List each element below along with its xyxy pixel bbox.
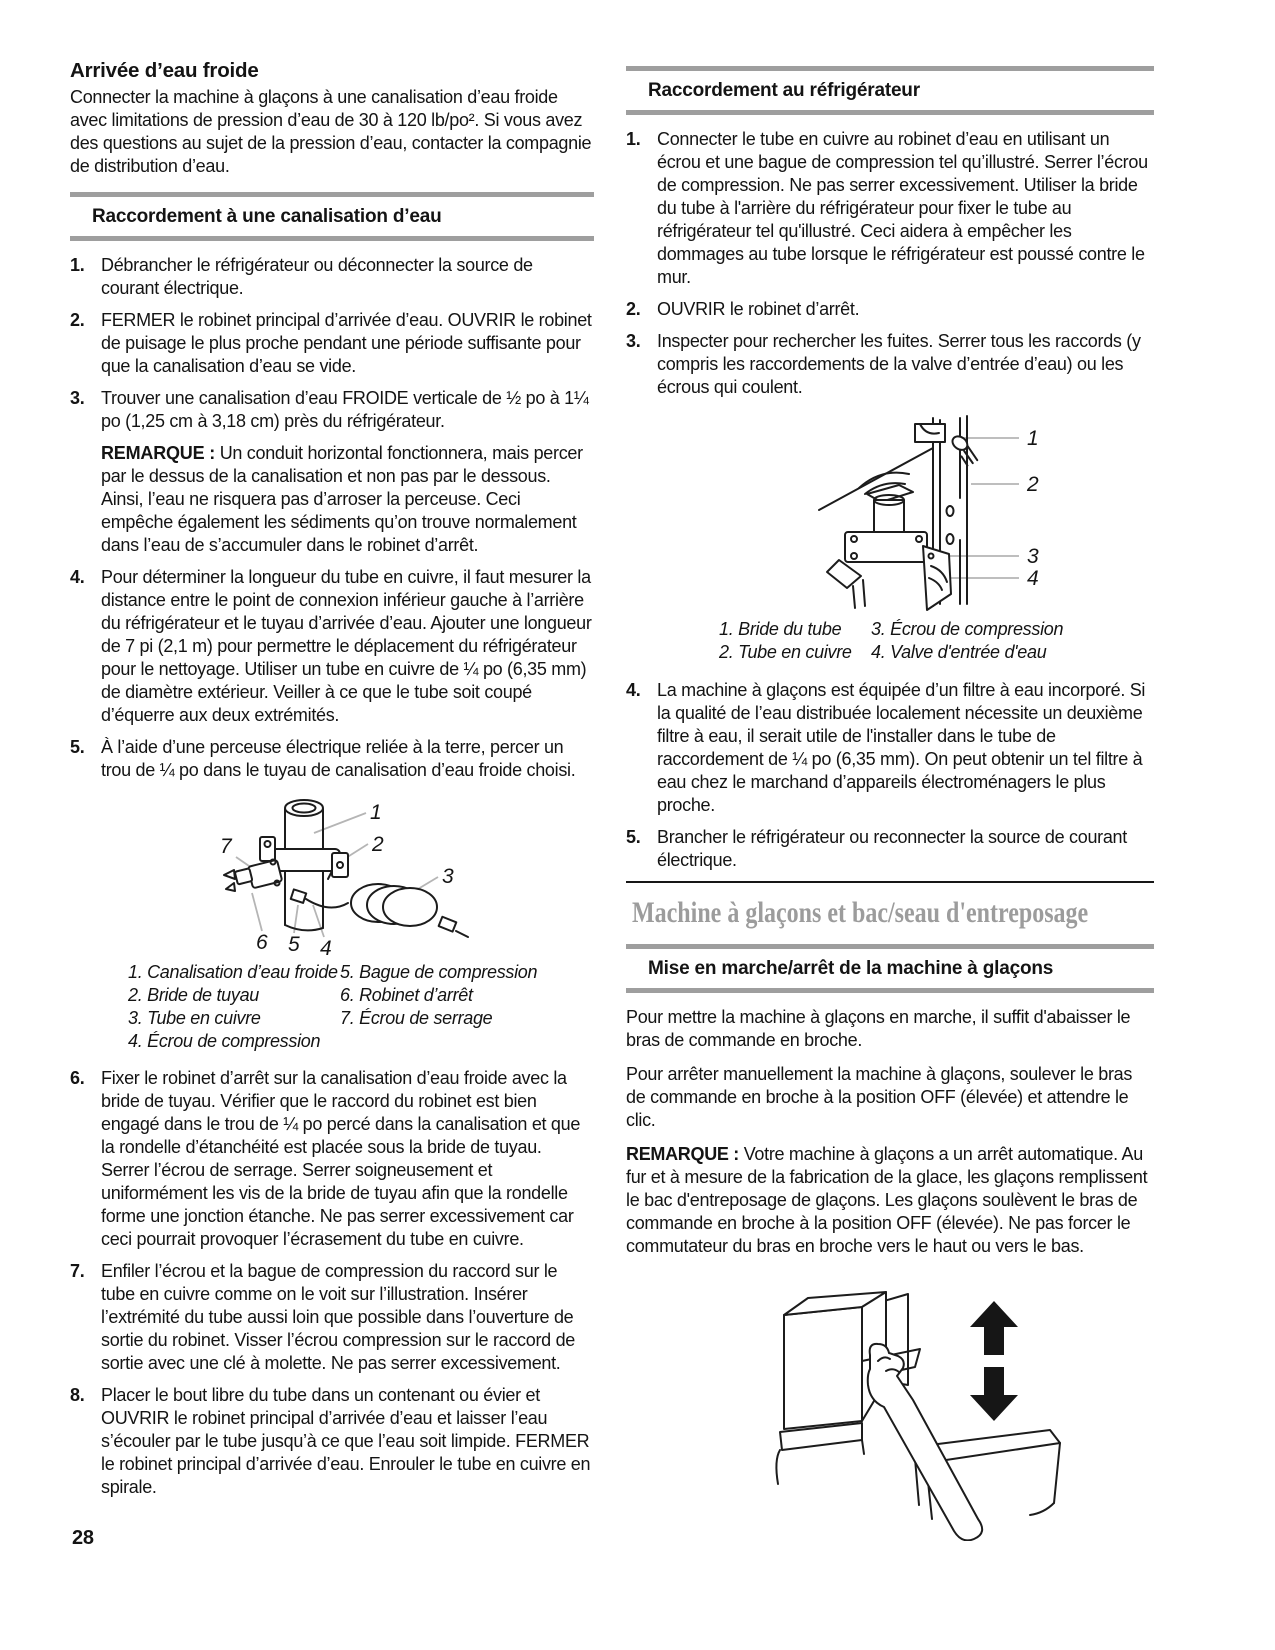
step-paragraph: Trouver une canalisation d’eau FROIDE verticale de ½ po à 1¼ po (1,25 cm à 3,18 cm) près du réfrigérateur. xyxy=(101,388,589,431)
water-line-illustration xyxy=(210,791,540,959)
caption-line: 4. Écrou de compression xyxy=(128,1031,321,1051)
step-paragraph: Pour déterminer la longueur du tube en cuivre, il faut mesurer la distance entre le point de connexion inférieur gauche à l’arrière du réfrigérateur et le tuyau d’arrivée d’eau. Ajouter une longueur de 7 pi (2,1 m) pour permettre le déplacement du réfrigérateur pour le nettoyage. Utiliser un tube en cuivre de ¼ po (6,35 mm) de diamètre extérieur. Veiller à ce que le tube soit coupé d’équerre aux deux extrémités. xyxy=(101,567,592,725)
copper-tube-coil xyxy=(306,884,468,937)
step-item xyxy=(70,309,594,378)
note-label: REMARQUE : xyxy=(101,443,215,463)
caption-column xyxy=(719,618,871,664)
figure-callout: 3 xyxy=(1027,545,1039,568)
figure-callout: 1 xyxy=(370,801,382,824)
step-paragraph: Fixer le robinet d’arrêt sur la canalisation d’eau froide avec la bride de tuyau. Vérifier que le raccord du robinet est bien engagé dans le trou de ¼ po percé dans la canalisation et que la rondelle d’étanchéité est placée sous la bride de tuyau. Serrer l’écrou de serrage. Serrer soigneusement et uniformément les vis de la bride de tuyau afin que la rondelle forme une jonction étanche. Ne pas serrer excessivement car ceci pourrait provoquer l’écrasement du tube en cuivre. xyxy=(101,1068,581,1249)
page-number: 28 xyxy=(72,1527,94,1549)
left-column xyxy=(70,58,594,1508)
subsection-header-ice-maker-onoff xyxy=(626,944,1154,993)
section-divider xyxy=(626,881,1154,883)
subsection-header-label: Raccordement à une canalisation d’eau xyxy=(92,206,442,227)
step-paragraph: OUVRIR le robinet d’arrêt. xyxy=(657,299,860,319)
figure-callouts xyxy=(1026,427,1039,590)
step-paragraph: Inspecter pour rechercher les fuites. Serrer tous les raccords (y compris les raccordements de la valve d’entrée d’eau) ou les écrous qui coulent. xyxy=(657,331,1141,397)
figure-callout: 7 xyxy=(220,835,232,858)
body-paragraph: Pour mettre la machine à glaçons en marche, il suffit d'abaisser le bras de commande en broche. xyxy=(626,1007,1131,1050)
body-paragraph: Pour arrêter manuellement la machine à glaçons, soulever le bras de commande en broche à la position OFF (élevée) et attendre le clic. xyxy=(626,1064,1133,1130)
caption-column xyxy=(340,961,537,1053)
step-number: 5. xyxy=(70,737,85,757)
figure-callout: 6 xyxy=(256,931,268,954)
step-text xyxy=(657,330,1154,399)
step-number: 1. xyxy=(70,255,85,275)
step-number: 3. xyxy=(70,388,85,408)
note-paragraph xyxy=(101,442,594,557)
step-text xyxy=(657,679,1154,817)
caption-column xyxy=(871,618,1063,664)
figure-callout: 2 xyxy=(372,833,384,856)
step-item xyxy=(70,1067,594,1251)
figure-caption-legend xyxy=(719,618,1154,664)
step-text xyxy=(657,826,1154,872)
step-text xyxy=(101,566,594,727)
caption-line: 2. Bride de tuyau xyxy=(128,985,259,1005)
step-paragraph: FERMER le robinet principal d’arrivée d’eau. OUVRIR le robinet de puisage le plus proche pendant une période suffisante pour que la canalisation d’eau se vide. xyxy=(101,310,592,376)
step-number: 4. xyxy=(626,680,641,700)
step-paragraph: La machine à glaçons est équipée d’un filtre à eau incorporé. Si la qualité de l’eau distribuée localement nécessite un deuxième filtre à eau, il serait utile de l'installer dans le tube de raccordement de ¼ po (6,35 mm). On peut obtenir un tel filtre à eau chez le marchand d’appareils électroménagers le plus proche. xyxy=(657,680,1146,815)
step-text xyxy=(657,128,1154,289)
figure-callout: 4 xyxy=(1027,567,1039,590)
step-number: 2. xyxy=(626,299,641,319)
step-item xyxy=(70,736,594,782)
figure-callout: 4 xyxy=(320,937,332,959)
note-text: Un conduit horizontal fonctionnera, mais percer par le dessus de la canalisation et non pas par le dessous. Ainsi, l’eau ne risquera pas d’arroser la perceuse. Ceci empêche également les sédiments qu’on trouve normalement dans l’eau de s’accumuler dans le robinet d’arrêt. xyxy=(101,443,583,555)
up-down-arrow-icon xyxy=(970,1301,1018,1421)
step-paragraph: Débrancher le réfrigérateur ou déconnecter la source de courant électrique. xyxy=(101,255,533,298)
caption-line: 1. Bride du tube xyxy=(719,619,842,639)
caption-line: 7. Écrou de serrage xyxy=(340,1008,493,1028)
caption-line: 4. Valve d'entrée d'eau xyxy=(871,642,1047,662)
step-number: 8. xyxy=(70,1385,85,1405)
step-text xyxy=(101,736,594,782)
step-number: 7. xyxy=(70,1261,85,1281)
ice-maker-figure xyxy=(766,1269,1066,1541)
step-number: 3. xyxy=(626,331,641,351)
note-text: Votre machine à glaçons a un arrêt automatique. Au fur et à mesure de la fabrication de la glace, les glaçons remplissent le bac d'entreposage de glaçons. Les glaçons soulèvent le bras de commande en broche à la position OFF (élevée). Ne pas forcer le commutateur du bras en broche vers le haut ou vers le bas. xyxy=(626,1144,1148,1256)
step-item xyxy=(70,1260,594,1375)
ice-maker-illustration xyxy=(766,1269,1066,1541)
step-text xyxy=(101,309,594,378)
step-item xyxy=(626,128,1154,289)
inlet-valve-figure xyxy=(681,408,1101,616)
step-item xyxy=(626,298,1154,321)
step-number: 1. xyxy=(626,129,641,149)
subsection-header-label: Mise en marche/arrêt de la machine à glaçons xyxy=(648,958,1054,979)
caption-column xyxy=(128,961,340,1053)
caption-line: 5. Bague de compression xyxy=(340,962,538,982)
step-paragraph: Enfiler l’écrou et la bague de compression du raccord sur le tube en cuivre comme on le voit sur l’illustration. Insérer l’extrémité du tube aussi loin que possible dans l’ouverture de sortie du robinet. Visser l’écrou compression sur le raccord de sortie avec une clé à molette. Ne pas serrer excessivement. xyxy=(101,1261,575,1373)
step-item xyxy=(70,566,594,727)
inlet-valve-illustration xyxy=(681,408,1101,616)
step-paragraph: Placer le bout libre du tube dans un contenant ou évier et OUVRIR le robinet principal d’arrivée d’eau et laisser l’eau s’écouler par le tube jusqu’à ce que l’eau soit limpide. FERMER le robinet principal d’arrivée d’eau. Enrouler le tube en cuivre en spirale. xyxy=(101,1385,591,1497)
step-item xyxy=(626,826,1154,872)
note-paragraph xyxy=(626,1143,1154,1258)
step-text xyxy=(657,298,1154,321)
caption-line: 2. Tube en cuivre xyxy=(719,642,852,662)
step-paragraph: Brancher le réfrigérateur ou reconnecter la source de courant électrique. xyxy=(657,827,1127,870)
caption-line: 3. Tube en cuivre xyxy=(128,1008,261,1028)
intro-paragraph: Connecter la machine à glaçons à une canalisation d’eau froide avec limitations de pression d’eau de 30 à 120 lb/po². Si vous avez des questions au sujet de la pression d’eau, contacter la compagnie de distribution d’eau. xyxy=(70,87,592,176)
caption-line: 6. Robinet d’arrêt xyxy=(340,985,473,1005)
note-label: REMARQUE : xyxy=(626,1144,739,1164)
step-paragraph: À l’aide d’une perceuse électrique reliée à la terre, percer un trou de ¼ po dans le tuyau de canalisation d’eau froide choisi. xyxy=(101,737,576,780)
figure-caption-legend xyxy=(128,961,594,1053)
subsection-header-fridge-connection xyxy=(626,66,1154,115)
step-text xyxy=(101,1260,594,1375)
step-text xyxy=(101,254,594,300)
step-number: 4. xyxy=(70,567,85,587)
callout-leader-lines xyxy=(939,438,1019,578)
figure-callout: 5 xyxy=(288,933,300,956)
step-text xyxy=(101,1384,594,1499)
water-line-figure xyxy=(210,791,540,959)
figure-callout: 3 xyxy=(442,865,454,888)
step-item xyxy=(70,1384,594,1499)
subsection-header-label: Raccordement au réfrigérateur xyxy=(648,80,920,101)
step-item xyxy=(626,679,1154,817)
right-column xyxy=(626,66,1154,1541)
section-title-cold-water: Arrivée d’eau froide xyxy=(70,59,259,82)
chapter-title-ice-maker: Machine à glaçons et bac/seau d'entreposage xyxy=(632,896,1089,929)
step-number: 5. xyxy=(626,827,641,847)
step-paragraph: Connecter le tube en cuivre au robinet d’eau en utilisant un écrou et une bague de compression tel qu’illustré. Serrer l’écrou de compression. Ne pas serrer excessivement. Utiliser la bride du tube à l'arrière du réfrigérateur pour fixer le tube au réfrigérateur tel qu'illustré. Ceci aidera à empêcher les dommages au tube lorsque le réfrigérateur est poussé contre le mur. xyxy=(657,129,1148,287)
step-item xyxy=(70,387,594,557)
step-number: 2. xyxy=(70,310,85,330)
figure-callout: 2 xyxy=(1027,473,1039,496)
figure-callout: 1 xyxy=(1027,427,1039,450)
caption-line: 1. Canalisation d’eau froide xyxy=(128,962,338,982)
caption-line: 3. Écrou de compression xyxy=(871,619,1064,639)
step-number: 6. xyxy=(70,1068,85,1088)
subsection-header-water-line xyxy=(70,192,594,241)
tube-clamp xyxy=(915,424,983,468)
step-text xyxy=(101,387,594,557)
step-text xyxy=(101,1067,594,1251)
step-item xyxy=(626,330,1154,399)
step-item xyxy=(70,254,594,300)
